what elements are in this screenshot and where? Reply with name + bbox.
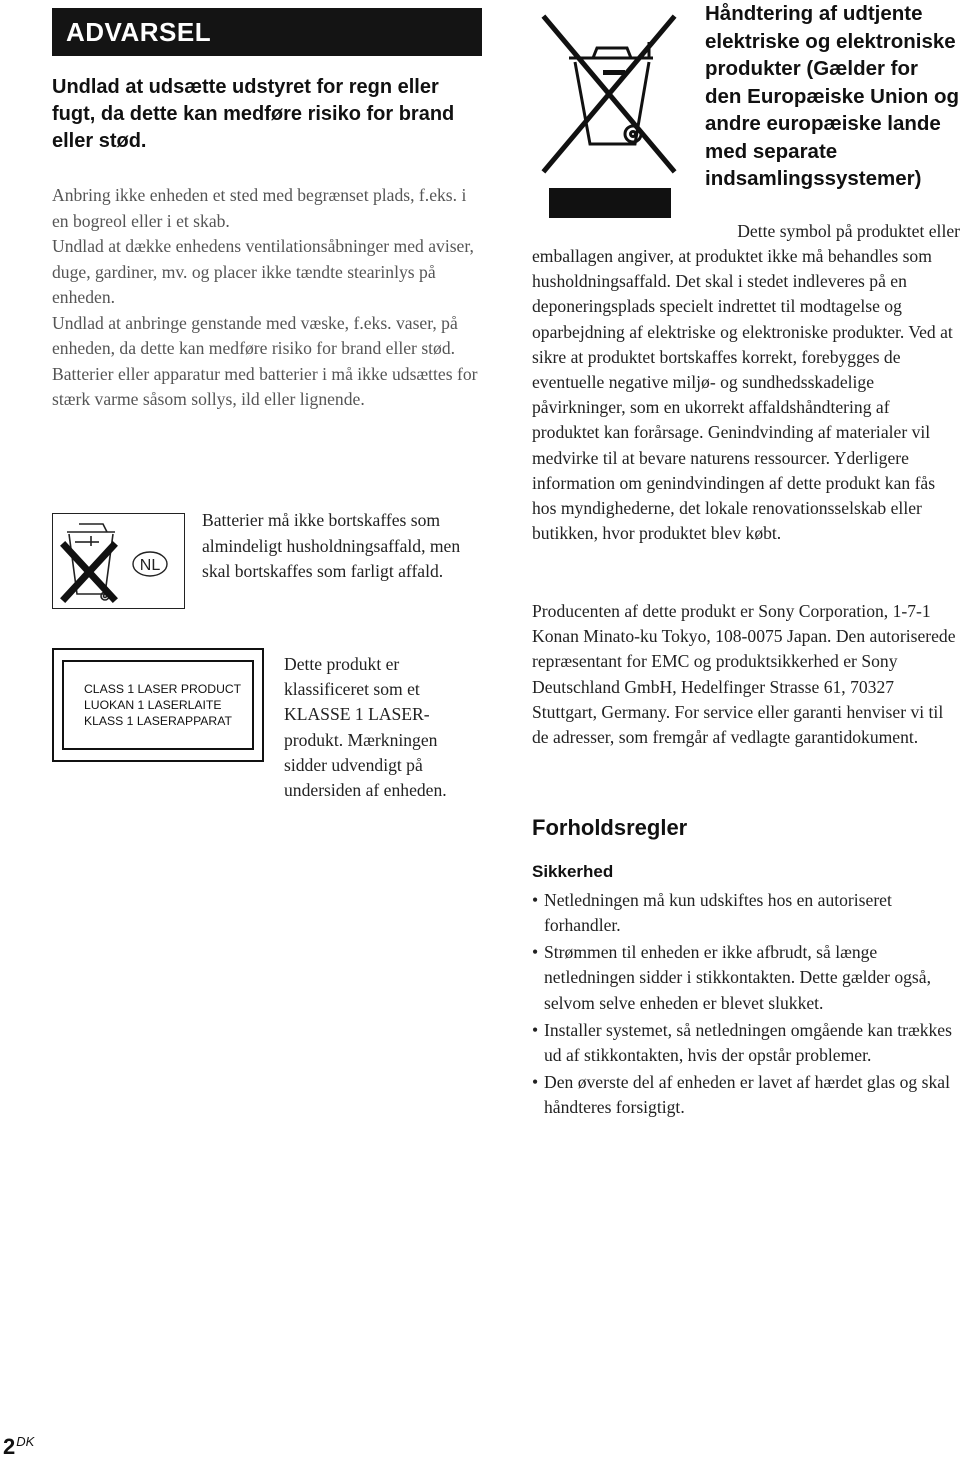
warning-title-bar bbox=[52, 8, 482, 56]
bullet-dot: • bbox=[532, 890, 539, 910]
laser-product-text: Dette produkt er klassificeret som et KLASSE 1 LASER-produkt. Mærkningen sidder udvendigt på undersiden af enheden. bbox=[284, 654, 447, 801]
paragraph-liquids: Undlad at anbringe genstande med væske, f.eks. vaser, på enheden, da dette kan medføre risiko for brand eller stød. bbox=[52, 312, 458, 358]
paragraph-batteries-heat: Batterier eller apparatur med batterier i må ikke udsættes for stærk varme såsom sollys, ild eller lignende. bbox=[52, 363, 478, 409]
bullet-item bbox=[532, 1018, 960, 1068]
laser-label-line-2: LUOKAN 1 LASERLAITE bbox=[84, 698, 222, 712]
bullet-item bbox=[532, 940, 960, 1016]
crossed-bin-icon bbox=[53, 514, 183, 607]
page-language-suffix: DK bbox=[16, 1434, 35, 1449]
disposal-heading: Håndtering af udtjente elektriske og elektroniske produkter (Gælder for den Europæiske Union og andre europæiske lande med separate indsamlingssystemer) bbox=[705, 2, 959, 190]
warning-statement: Undlad at udsætte udstyret for regn eller fugt, da dette kan medføre risiko for brand eller stød. bbox=[52, 76, 455, 152]
battery-icon-label: NL bbox=[139, 557, 161, 574]
precautions-title: Forholdsregler bbox=[532, 815, 688, 840]
laser-label-inner bbox=[62, 660, 254, 750]
bullet-dot: • bbox=[532, 942, 539, 963]
bullet-item bbox=[532, 888, 960, 938]
paragraph-ventilation: Undlad at dække enhedens ventilationsåbninger med aviser, duge, gardiner, mv. og placer ikke tændte stearinlys på enheden. bbox=[52, 236, 474, 307]
warning-title: ADVARSEL bbox=[66, 16, 212, 47]
battery-disposal-text: Batterier må ikke bortskaffes som almindeligt husholdningsaffald, men skal bortskaffes som farligt affald. bbox=[202, 510, 461, 581]
safety-bullet-list bbox=[532, 888, 960, 1122]
bullet-text: Installer systemet, så netledningen omgående kan trækkes ud af stikkontakten, hvis der opstår problemer. bbox=[544, 1019, 952, 1065]
page-number-value: 2 bbox=[3, 1434, 16, 1459]
bullet-text: Strømmen til enheden er ikke afbrudt, så længe netledningen sidder i stikkontakten. Dette gælder også, selvom selve enheden er blevet slukket. bbox=[544, 942, 931, 1013]
paragraph-placement: Anbring ikke enheden et sted med begrænset plads, f.eks. i en bogreol eller i et skab. bbox=[52, 185, 467, 231]
safety-subtitle: Sikkerhed bbox=[532, 862, 614, 881]
bullet-text: Netledningen må kun udskiftes hos en autoriseret forhandler. bbox=[544, 890, 892, 936]
laser-label-line-3: KLASS 1 LASERAPPARAT bbox=[84, 714, 232, 728]
page-number bbox=[3, 1434, 34, 1460]
laser-class-label bbox=[52, 648, 264, 762]
disposal-intro: Dette symbol på produktet eller bbox=[737, 221, 960, 241]
battery-disposal-icon bbox=[52, 513, 185, 609]
bullet-dot: • bbox=[532, 1071, 539, 1092]
disposal-body: emballagen angiver, at produktet ikke må behandles som husholdningsaffald. Det skal i stedet indleveres på en deponeringsplads specielt indrettet til modtagelse og oparbejdning af elektriske og elektroniske produkter. Ved at sikre at produktet bortskaffes korrekt, forebygges de eventuelle negative miljø- og sundhedsskadelige påvirkninger, som en ukorrekt affaldshåndtering af produktet kan forårsage. Genindvinding af materialer vil medvirke til at bevare naturens ressourcer. Yderligere information om genindvindingen af dette produkt kan fås hos myndighederne, det lokale renovationsselskab eller butikken, hvor produktet blev købt. bbox=[532, 246, 953, 544]
bullet-text: Den øverste del af enheden er lavet af hærdet glas og skal håndteres forsigtigt. bbox=[544, 1071, 950, 1118]
laser-label-line-1: CLASS 1 LASER PRODUCT bbox=[84, 682, 242, 696]
weee-crossed-bin-icon bbox=[535, 12, 681, 222]
bullet-item bbox=[532, 1070, 960, 1120]
producer-info: Producenten af dette produkt er Sony Corporation, 1-7-1 Konan Minato-ku Tokyo, 108-0075 Japan. Den autoriserede repræsentant for EMC og produktsikkerhed er Sony Deutschland GmbH, Hedelfinger Strasse 61, 70327 Stuttgart, Germany. For service eller garanti henviser vi til de adresser, som fremgår af vedlagte garantidokument. bbox=[532, 601, 956, 748]
bullet-dot: • bbox=[532, 1019, 539, 1040]
left-column bbox=[52, 8, 482, 413]
